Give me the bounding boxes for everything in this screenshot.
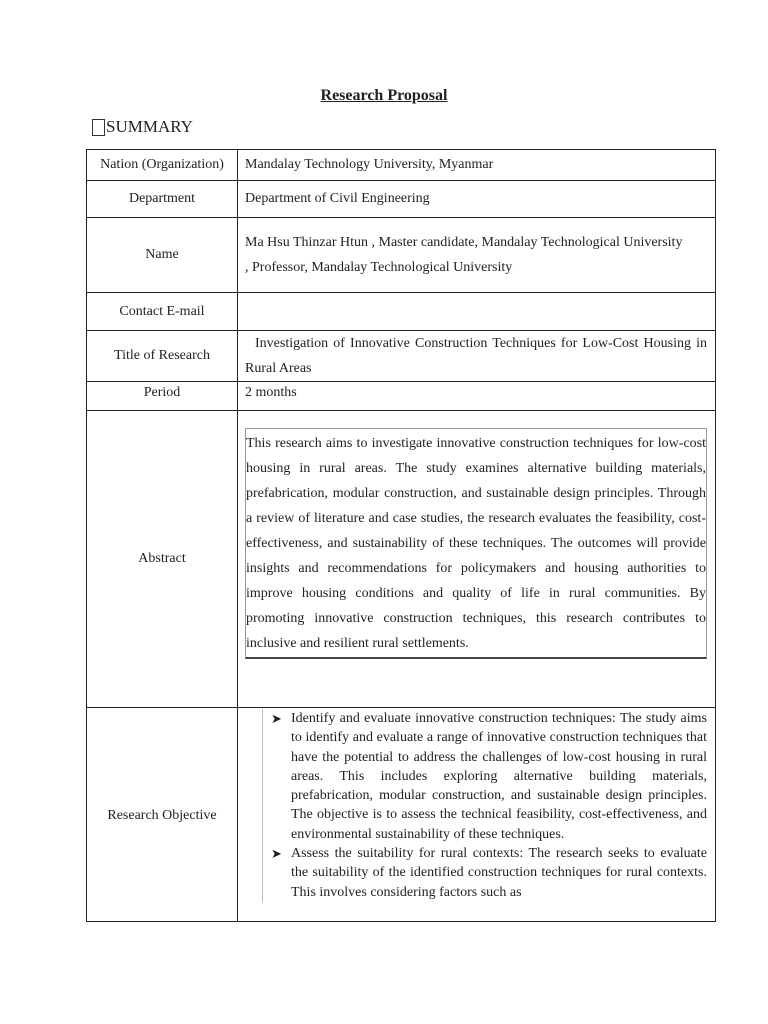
document-title: Research Proposal — [320, 87, 448, 104]
arrow-bullet-icon: ➤ — [271, 711, 282, 726]
title-value: Investigation of Innovative Construction Techniques for Low-Cost Housing in Rural Areas — [238, 331, 716, 382]
objective-item-2: Assess the suitability for rural contexts: The research seeks to evaluate the suitability of the identified construction techniques for rural contexts. This involves considering factors such as — [291, 846, 707, 900]
abstract-label: Abstract — [87, 411, 238, 708]
table-row-objective — [87, 708, 716, 922]
table-row-title — [87, 331, 716, 382]
list-item — [263, 844, 707, 902]
nation-value: Mandalay Technology University, Myanmar — [238, 150, 716, 181]
abstract-cell — [238, 411, 716, 708]
table-row-abstract — [87, 411, 716, 708]
section-heading — [92, 117, 193, 137]
name-line-1: Ma Hsu Thinzar Htun , Master candidate, Mandalay Technological University — [245, 235, 683, 250]
nation-label: Nation (Organization) — [87, 150, 238, 181]
objective-list — [262, 709, 707, 902]
period-label: Period — [87, 382, 238, 411]
objective-cell — [238, 708, 716, 922]
table-row-department — [87, 181, 716, 218]
objective-item-1: Identify and evaluate innovative construction techniques: The study aims to identify and evaluate a range of innovative construction techniques that have the potential to address the challenges of low-cost housing in rural areas. This includes exploring alternative building materials, prefabrication, modular construction, and sustainable design principles. The objective is to assess the technical feasibility, cost-effectiveness, and environmental sustainability of these techniques. — [291, 711, 707, 842]
name-value — [238, 218, 716, 293]
department-value: Department of Civil Engineering — [238, 181, 716, 218]
name-label: Name — [87, 218, 238, 293]
missing-glyph-icon — [92, 119, 105, 136]
department-label: Department — [87, 181, 238, 218]
email-value — [238, 293, 716, 331]
summary-table — [86, 149, 716, 922]
period-value: 2 months — [238, 382, 716, 411]
arrow-bullet-icon: ➤ — [271, 846, 282, 862]
objective-label: Research Objective — [87, 708, 238, 922]
table-row-email — [87, 293, 716, 331]
name-line-2: , Professor, Mandalay Technological University — [245, 260, 513, 275]
table-row-period — [87, 382, 716, 411]
list-item — [263, 709, 707, 844]
table-row-nation — [87, 150, 716, 181]
email-label: Contact E-mail — [87, 293, 238, 331]
title-label: Title of Research — [87, 331, 238, 382]
section-label: SUMMARY — [106, 117, 193, 136]
table-row-name — [87, 218, 716, 293]
abstract-text: This research aims to investigate innovative construction techniques for low-cost housing in rural areas. The study examines alternative building materials, prefabrication, modular construction, and sustainable design principles. Through a review of literature and case studies, the research evaluates the feasibility, cost-effectiveness, and sustainability of these techniques. The outcomes will provide insights and recommendations for policymakers and housing authorities to improve housing conditions and quality of life in rural communities. By promoting innovative construction techniques, this research contributes to inclusive and resilient rural settlements. — [245, 428, 707, 659]
